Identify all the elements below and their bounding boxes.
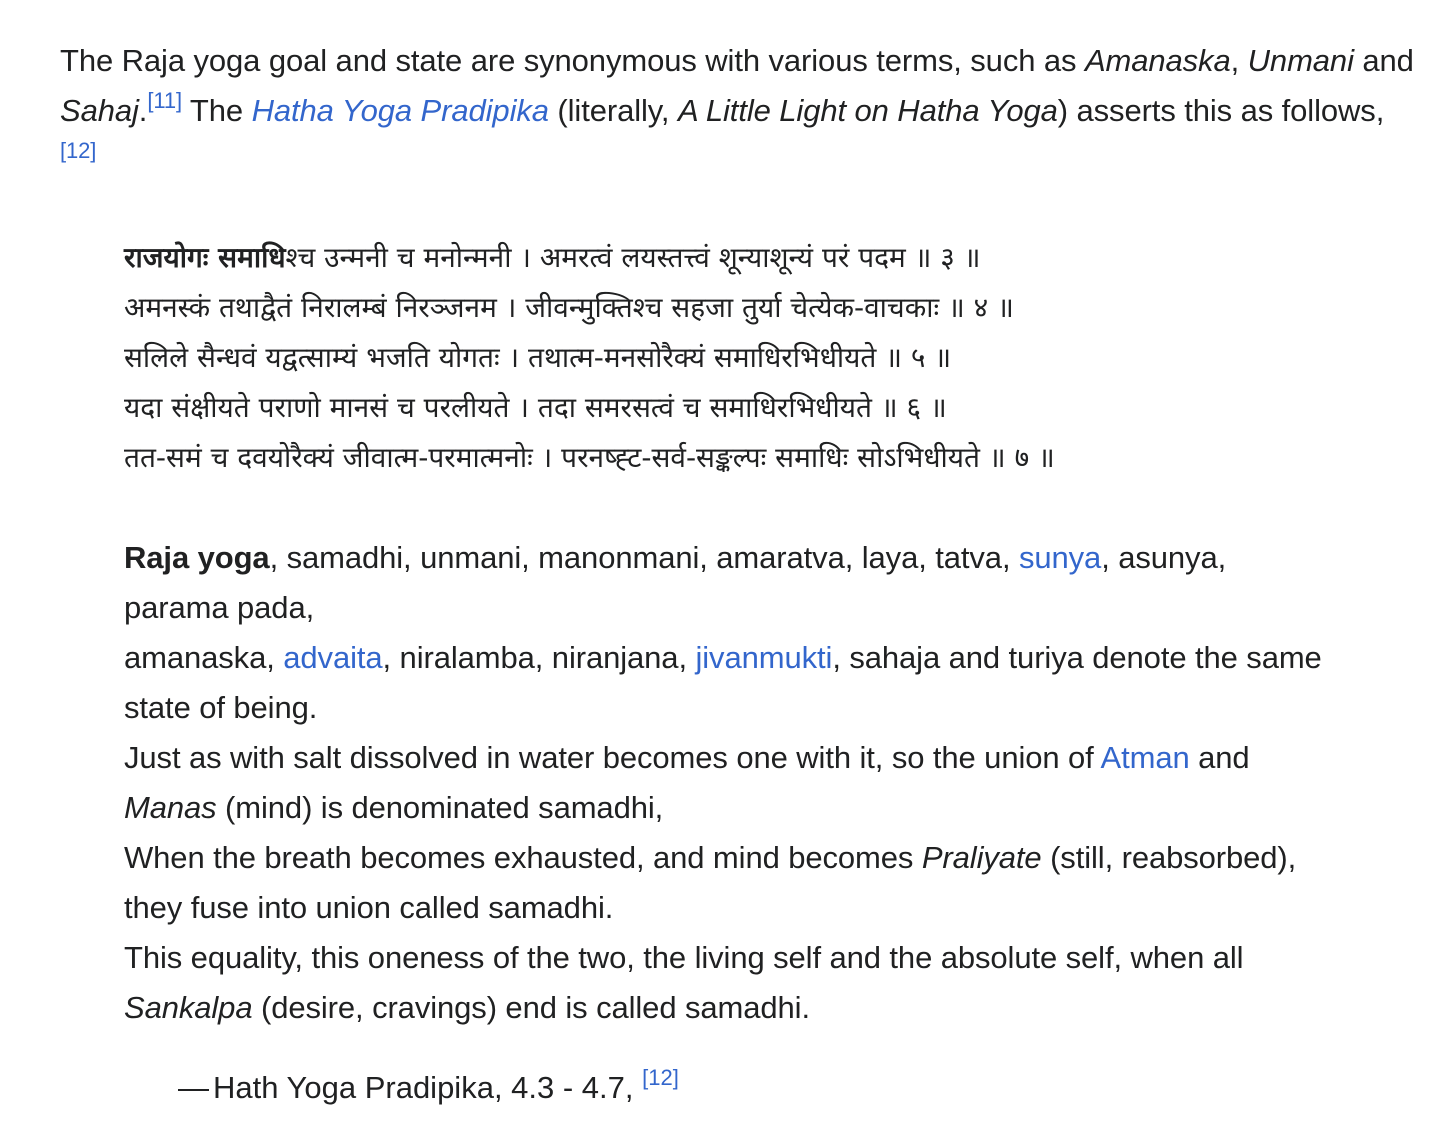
intro-literally: (literally, xyxy=(548,93,678,128)
intro-the: The xyxy=(181,93,252,128)
citation-reference-12[interactable] xyxy=(642,1065,679,1090)
translation-text: , asunya, xyxy=(1101,540,1227,575)
translation-line-3 xyxy=(124,633,1384,683)
sanskrit-bold-term: राजयोगः समाधि xyxy=(124,241,286,274)
translation-line-7 xyxy=(124,833,1384,883)
sanskrit-line-3: सलिले सैन्धवं यद्वत्साम्यं भजति योगतः । तथात्म-मनसोरैक्यं समाधिरभिधीयते ॥ ५ ॥ xyxy=(124,341,952,374)
intro-separator: , xyxy=(1230,43,1248,78)
translation-text: (desire, cravings) end is called samadhi. xyxy=(252,990,810,1025)
quote-citation xyxy=(178,1063,679,1113)
atman-link[interactable]: Atman xyxy=(1100,740,1190,775)
reference-11[interactable] xyxy=(147,88,182,113)
translation-text: and xyxy=(1189,740,1250,775)
sanskrit-verse-block xyxy=(124,233,1404,483)
advaita-link[interactable]: advaita xyxy=(283,640,383,675)
english-translation-block xyxy=(124,533,1384,1033)
term-manas: Manas xyxy=(124,790,217,825)
jivanmukti-link[interactable]: jivanmukti xyxy=(695,640,833,675)
term-sankalpa: Sankalpa xyxy=(124,990,253,1025)
translation-text: (still, reabsorbed), xyxy=(1041,840,1297,875)
translation-line-2: parama pada, xyxy=(124,590,315,625)
translation-line-8: they fuse into union called samadhi. xyxy=(124,890,614,925)
translation-line-4: state of being. xyxy=(124,690,318,725)
intro-text: The Raja yoga goal and state are synonymous with various terms, such as xyxy=(60,43,1085,78)
translation-text: When the breath becomes exhausted, and mind becomes xyxy=(124,840,922,875)
translation-line-1 xyxy=(124,533,1384,583)
translation-text: Just as with salt dissolved in water becomes one with it, so the union of xyxy=(124,740,1101,775)
translation-line-6 xyxy=(124,783,1384,833)
citation-reference-12-link[interactable]: [12] xyxy=(642,1064,679,1090)
intro-period: . xyxy=(138,93,148,128)
translation-line-9: This equality, this oneness of the two, the living self and the absolute self, when all xyxy=(124,940,1244,975)
intro-and: and xyxy=(1353,43,1414,78)
citation-text: Hath Yoga Pradipika, 4.3 - 4.7, xyxy=(213,1070,643,1105)
sanskrit-line-5: तत-समं च दवयोरैक्यं जीवात्म-परमात्मनोः । परनष्ह्ट-सर्व-सङ्कल्पः समाधिः सोऽभिधीयते ॥ ७ ॥ xyxy=(124,441,1055,474)
translation-text: , sahaja and turiya denote the same xyxy=(832,640,1322,675)
citation-dash: — xyxy=(178,1070,209,1105)
translation-text: amanaska, xyxy=(124,640,284,675)
reference-12-link[interactable]: [12] xyxy=(60,137,97,163)
sanskrit-line-1-text: श्च उन्मनी च मनोन्मनी । अमरत्वं लयस्तत्त्वं शून्याशून्यं परं पदम ॥ ३ ॥ xyxy=(285,241,981,274)
raja-yoga-bold: Raja yoga xyxy=(124,540,270,575)
translation-text: , samadhi, unmani, manonmani, amaratva, laya, tatva, xyxy=(269,540,1019,575)
sanskrit-line-1 xyxy=(124,233,1404,283)
translation-text: (mind) is denominated samadhi, xyxy=(216,790,664,825)
intro-asserts: ) asserts this as follows, xyxy=(1057,93,1385,128)
term-amanaska: Amanaska xyxy=(1084,43,1231,78)
term-praliyate: Praliyate xyxy=(921,840,1042,875)
sunya-link[interactable]: sunya xyxy=(1018,540,1102,575)
intro-paragraph xyxy=(60,36,1420,186)
title-little-light: A Little Light on Hatha Yoga xyxy=(677,93,1058,128)
sanskrit-line-2: अमनस्कं तथाद्वैतं निरालम्बं निरञ्जनम । जीवन्मुक्तिश्च सहजा तुर्या चेत्येक-वाचकाः ॥ ४ ॥ xyxy=(124,291,1014,324)
reference-12[interactable] xyxy=(60,138,96,163)
translation-text: , niralamba, niranjana, xyxy=(382,640,696,675)
translation-line-10 xyxy=(124,983,1384,1033)
reference-11-link[interactable]: [11] xyxy=(147,87,182,113)
term-unmani: Unmani xyxy=(1247,43,1354,78)
hatha-yoga-pradipika-link[interactable]: Hatha Yoga Pradipika xyxy=(251,93,549,128)
translation-line-5 xyxy=(124,733,1384,783)
sanskrit-line-4: यदा संक्षीयते पराणो मानसं च परलीयते । तदा समरसत्वं च समाधिरभिधीयते ॥ ६ ॥ xyxy=(124,391,947,424)
term-sahaj: Sahaj xyxy=(60,93,139,128)
